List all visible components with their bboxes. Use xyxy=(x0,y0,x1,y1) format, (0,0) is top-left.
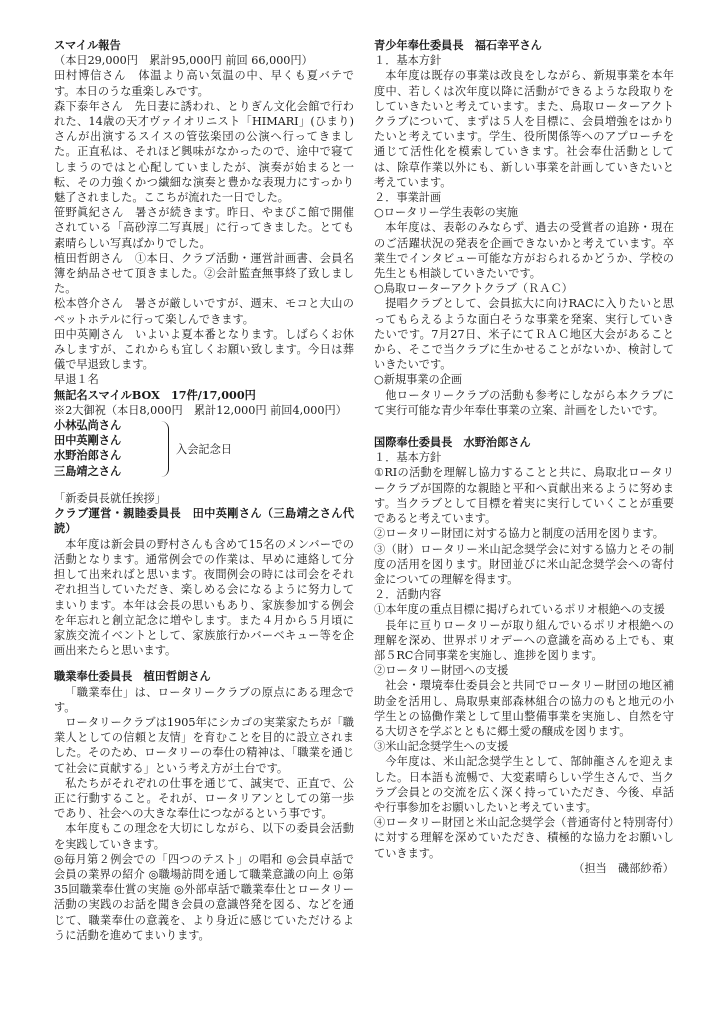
intl-policy-item: ②ロータリー財団に対する協力と制度の活用を図ります。 xyxy=(374,527,664,541)
curly-brace-icon xyxy=(158,421,169,477)
early-leave-note: 早退１名 xyxy=(54,373,99,387)
member-name: 水野治郎さん xyxy=(54,448,122,463)
youth-item-body: 本年度は、表彰のみならず、過去の受賞者の追跡・現在のご活躍状況の発表を企画できないかと考えています。卒業生でインタビュー可能な方がおられるかどうか、学校の先生とも相談していきたいです。 xyxy=(374,221,674,281)
anonymous-smile-box: 無記名スマイルBOX 17件/17,000円 xyxy=(54,387,256,402)
smile-report-title: スマイル報告 xyxy=(54,38,121,52)
member-names xyxy=(54,418,158,479)
vocational-paragraph: ロータリークラブは1905年にシカゴの実業家たちが「職業人としての信頼と友情」を育むことを目的に設立されました。そのため、ロータリーの奉仕の精神は、「職業を通じて社会に貢献する」という考え方が土台です。 xyxy=(54,715,354,775)
youth-item-title: ○新規事業の企画 xyxy=(374,373,463,387)
vocational-paragraph: 私たちがそれぞれの仕事を通じて、誠実で、正直で、公正に行動すること。それが、ロータリアンとしての第一歩であり、社会への大きな奉仕につながるという事です。 xyxy=(54,776,354,821)
membership-anniversary-list xyxy=(54,418,354,480)
youth-service-section xyxy=(374,38,674,418)
vocational-activities: ◎毎月第２例会での「四つのテスト」の唱和 ◎会員卓話で会員の業界の紹介 ◎職場訪問を通して職業意識の向上 ◎第35回職業奉仕賞の実施 ◎外部卓話で職業奉仕とロータリー活動の実践のお話を聞き会員の意識啓発を図る、などを通じて、職業奉仕の意義を、より身近に感じていただけるように活動を進めてまいります。 xyxy=(54,852,354,942)
member-name: 田中英剛さん xyxy=(54,433,122,448)
smile-entry: 田中英剛さん いよいよ夏本番となります。しばらくお休みしますが、これからも宜しくお願い致します。今日は葬儀で早退致します。 xyxy=(54,327,354,372)
smile-report-totals: （本日29,000円 累計95,000円 前回 66,000円） xyxy=(54,54,313,68)
club-ops-body: 本年度は新会員の野村さんも含めて15名のメンバーでの活動となります。通常例会での作業は、早めに連絡して分担して出来ればと思います。夜間例会の時には司会をそれぞれ担当していただき、楽しめる会になるように努力してまいります。本年は会長の思いもあり、家族参加する例会を年忘れと創立記念に増やします。また４月から５月頃に家族交流イベントとして、家族旅行かバーベキュー等を企画出来たらと思います。 xyxy=(54,537,354,658)
youth-item-body: 提唱クラブとして、会員拡大に向けRACに入りたいと思ってもらえるような面白そうな事業を発案、実行していきたいです。7月27日、米子にてＲＡＣ地区大会があることから、そこで当クラブに生かせることがないか、検討していきたいです。 xyxy=(374,297,674,372)
youth-section-heading: １．基本方針 xyxy=(374,54,442,68)
smile-entry: 森下泰年さん 先日妻に誘われ、とりぎん文化会館で行われた、14歳の天才ヴァイオリニスト「HIMARI」(ひまり) さんが出演するスイスの管弦楽団の公演へ行ってきました。正直私は、それほど興味がなかったので、途中で寝てしまうのではと心配していましたが、演奏が始まると一転、その力強くかつ繊細な演奏と豊かな表現力にすっかり魅了されました。ここちが流れた一日でした。 xyxy=(54,99,354,205)
smile-entry: 植田哲朗さん ①本日、クラブ活動・運営計画書、会員名簿を納品させて頂きました。②会計監査無事終了致しました。 xyxy=(54,251,354,296)
vocational-service-section xyxy=(54,669,354,943)
intl-section-heading: １．基本方針 xyxy=(374,451,442,465)
intl-activity-item: ④ロータリー財団と米山記念奨学会（普通寄付と特別寄付）に対する理解を深めていただき、積極的な協力をお願いしていきます。 xyxy=(374,816,674,860)
youth-item-title: ○鳥取ローターアクトクラブ（ＲＡＣ） xyxy=(374,282,573,296)
international-service-section xyxy=(374,435,674,876)
intl-activity-body: 社会・環境奉仕委員会と共同でロータリー財団の地区補助金を活用し、鳥取県東部森林組合の協力のもと地元の小学生との協働作業として里山整備事業を実施し、自然を守る大切さを学ぶとともに郷土愛の醸成を図ります。 xyxy=(374,679,674,738)
intl-activity-title: ②ロータリー財団への支援 xyxy=(374,664,509,678)
intl-section-heading: ２．活動内容 xyxy=(374,588,442,602)
youth-title: 青少年奉仕委員長 福石幸平さん xyxy=(374,38,542,52)
club-ops-title: クラブ運営・親睦委員長 田中英剛さん（三島靖之さん代読） xyxy=(54,506,354,536)
anniversary-label: 入会記念日 xyxy=(176,443,232,457)
vocational-paragraph: 本年度もこの理念を大切にしながら、以下の委員会活動を実践していきます。 xyxy=(54,822,354,851)
intl-activity-body: 長年に亘りロータリーが取り組んでいるポリオ根絶への理解を深め、世界ポリオデーへの意識を高める上でも、東部５RC合同事業を実施し、進捗を図ります。 xyxy=(374,618,674,662)
member-name: 三島靖之さん xyxy=(54,463,122,478)
smile-entry: 松本啓介さん 暑さが厳しいですが、週末、モコと大山のペットホテルに行って楽しんできます。 xyxy=(54,297,354,326)
youth-item-title: ○ロータリー学生表彰の実施 xyxy=(374,206,519,220)
member-name: 小林弘尚さん xyxy=(54,418,122,433)
intl-activity-title: ③米山記念奨学生への支援 xyxy=(374,740,509,754)
new-chair-greetings-section xyxy=(54,491,354,658)
vocational-paragraph: 「職業奉仕」は、ロータリークラブの原点にある理念です。 xyxy=(54,685,354,714)
intl-activity-body: 今年度は、米山記念奨学生として、郜帥龍さんを迎えました。日本語も流暢で、大変素晴らしい学生さんで、当クラブ会員との交流を広く深く持っていただき、今後、卓話や行事参加をお願いしたいと考えています。 xyxy=(374,755,674,814)
double-award-note: ※2大御祝（本日8,000円 累計12,000円 前回4,000円） xyxy=(54,403,347,417)
intl-activity-title: ①本年度の重点目標に掲げられているポリオ根絶への支援 xyxy=(374,603,665,617)
youth-item-body: 他ロータリークラブの活動も参考にしながら本クラブにて実行可能な青少年奉仕事業の立案、計画をしたいです。 xyxy=(374,388,674,417)
right-column xyxy=(374,38,674,876)
smile-entry: 笹野眞紀さん 暑さが続きます。昨日、やまびこ館で開催されている「高砂淳二写真展」に行ってきました。とても素晴らしい写真ばかりでした。 xyxy=(54,206,354,250)
intl-policy-item: ③（財）ロータリー米山記念奨学会に対する協力とその制度の活用を図ります。財団並びに米山記念奨学会への寄付金についての理解を得ます。 xyxy=(374,542,674,586)
youth-policy-body: 本年度は既存の事業は改良をしながら、新規事業を本年度中、若しくは次年度以降に活動ができるような段取りをしていきたいと考えています。また、鳥取ローターアクトクラブについて、まずは５人を目標に、会員増強をはかりたいと考えています。学生、役所関係等へのアプローチを通じて活性化を模索していきます。社会奉仕活動としては、除草作業以外にも、新しい事業を計画していきたいと考えています。 xyxy=(374,69,674,189)
intl-policy-item: ①RIの活動を理解し協力することと共に、鳥取北ロータリークラブが国際的な親睦と平和へ貢献出来るように努めます。当クラブとして目標を着実に実行していくことが重要であると考えています。 xyxy=(374,466,674,526)
left-column xyxy=(54,38,354,943)
greetings-heading: 「新委員長就任挨拶」 xyxy=(54,492,166,506)
smile-report-section xyxy=(54,38,354,480)
intl-title: 国際奉仕委員長 水野治郎さん xyxy=(374,435,531,450)
smile-entry: 田村博信さん 体温より高い気温の中、早くも夏バテです。本日のうな重楽しみです。 xyxy=(54,69,354,98)
youth-section-heading: ２．事業計画 xyxy=(374,191,442,205)
author-signature: （担当 磯部紗希） xyxy=(573,861,674,875)
vocational-title: 職業奉仕委員長 植田哲朗さん xyxy=(54,669,211,684)
